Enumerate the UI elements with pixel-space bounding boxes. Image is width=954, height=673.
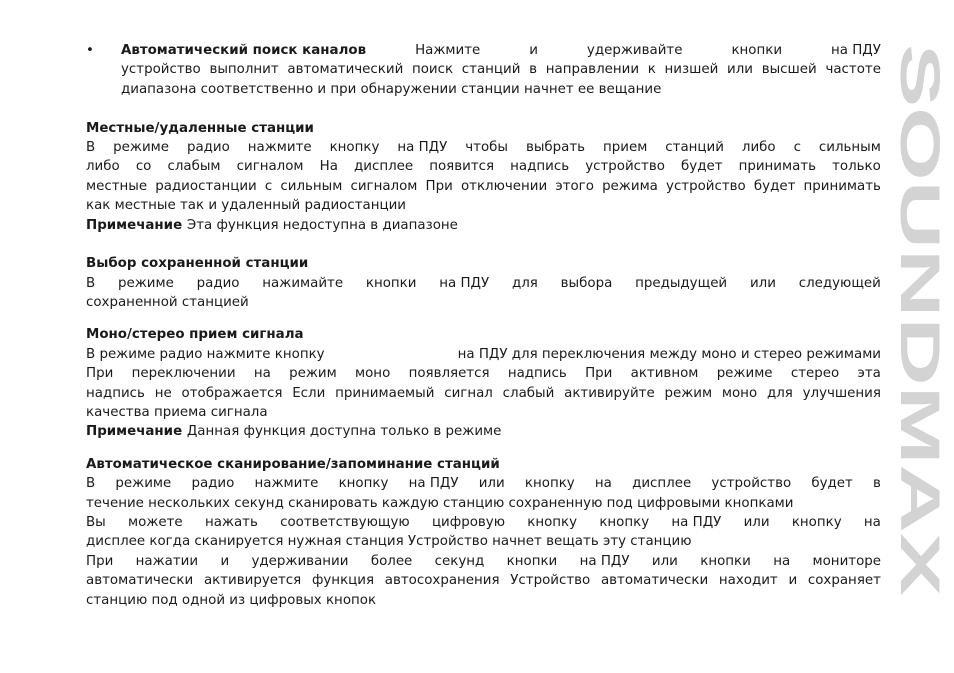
text-word: активируется	[203, 573, 302, 589]
text-word: или	[727, 62, 753, 78]
text-word: радио	[186, 139, 230, 155]
text-word: качества приема сигнала	[86, 405, 268, 421]
text-word: При	[585, 366, 613, 382]
text-word: на	[863, 514, 881, 530]
text-word: к	[647, 62, 656, 78]
text-word: сигнал	[444, 385, 493, 401]
text-line	[86, 293, 881, 312]
text-word: только	[832, 159, 881, 175]
text-word: Нажмите	[415, 43, 481, 58]
text-word: либо	[86, 159, 120, 175]
text-word: местные	[86, 178, 148, 194]
text-word: на	[773, 553, 791, 569]
text-word: устройство	[666, 178, 746, 194]
text-word: течение нескольких секунд сканировать каждую станцию сохраненную под цифровыми кнопками	[86, 495, 794, 511]
mono-stereo-heading: Моно/стерео прием сигнала	[86, 327, 304, 343]
auto-search-title: Автоматический поиск каналов	[121, 43, 367, 58]
text-line	[86, 274, 881, 293]
text-line	[86, 384, 881, 403]
text-word: дисплее когда сканируется нужная станция Устройство начнет вещать эту станцию	[86, 534, 692, 550]
text-line	[86, 591, 881, 610]
text-word: сохраненной станцией	[86, 295, 249, 311]
text-word: сильным	[818, 139, 881, 155]
text-word: радиостанции	[155, 178, 257, 194]
text-word: автоматически	[600, 573, 709, 589]
text-word: отключении	[460, 178, 548, 194]
text-word: надпись	[510, 159, 570, 175]
text-word: с	[264, 178, 273, 194]
text-word: моно	[355, 366, 391, 382]
note-label: Примечание	[86, 217, 183, 233]
text-word: на ПДУ	[671, 514, 722, 530]
text-line	[121, 41, 881, 60]
text-word: этого	[555, 178, 594, 194]
text-word: принимать	[803, 178, 881, 194]
text-word: устройство	[121, 62, 201, 78]
text-word: При	[86, 553, 114, 569]
text-line	[86, 532, 881, 551]
saved-station-heading: Выбор сохраненной станции	[86, 256, 309, 272]
text-word: режиме	[115, 476, 172, 492]
text-word: появляется	[408, 366, 490, 382]
auto-scan-text	[86, 474, 881, 610]
text-word: режим	[664, 385, 713, 401]
text-word: слабый	[502, 385, 555, 401]
text-word: активируйте	[564, 385, 655, 401]
text-line	[121, 80, 881, 99]
text-word: кнопки	[731, 43, 783, 58]
text-word: кнопки	[700, 553, 751, 569]
text-line	[86, 571, 881, 590]
text-line	[86, 403, 881, 422]
text-word: принимаемый	[335, 385, 435, 401]
text-word: кнопку	[791, 514, 842, 530]
text-word: При	[86, 366, 114, 382]
text-line	[86, 177, 881, 196]
text-word: чтобы	[465, 139, 508, 155]
local-remote-note	[86, 216, 881, 235]
text-word: на ПДУ	[439, 275, 490, 291]
text-word: на ПДУ	[397, 139, 448, 155]
text-word: функция	[311, 573, 375, 589]
text-word: устройство	[711, 476, 792, 492]
auto-scan-section	[86, 455, 881, 610]
text-word: нажатии	[135, 553, 199, 569]
text-word: слабым	[167, 159, 221, 175]
text-word: отображается	[181, 385, 283, 401]
text-word: секунд	[434, 553, 485, 569]
text-word: следующей	[798, 275, 881, 291]
note-label: Примечание	[86, 424, 183, 440]
text-word: На	[319, 159, 338, 175]
text-word: нажать	[204, 514, 258, 530]
mono-stereo-text	[86, 345, 881, 423]
text-line	[86, 474, 881, 493]
text-word: и	[529, 43, 538, 58]
text-word: прием	[603, 139, 648, 155]
text-word: как местные так и удаленный радиостанции	[86, 198, 407, 214]
text-line	[86, 364, 881, 383]
mono-stereo-note	[86, 422, 881, 441]
text-word: находит	[718, 573, 778, 589]
auto-search-text	[121, 41, 881, 99]
text-word: или	[478, 476, 505, 492]
text-word: Устройство	[510, 573, 591, 589]
text-word: в	[873, 476, 881, 492]
manual-page	[86, 41, 881, 610]
text-word: В	[86, 476, 96, 492]
text-word: низшей	[664, 62, 719, 78]
bullet-icon: •	[86, 43, 94, 58]
text-word: режиме	[117, 275, 174, 291]
text-word: либо	[741, 139, 776, 155]
text-word: активном	[630, 366, 699, 382]
auto-search-section	[86, 41, 881, 99]
text-word: улучшения	[802, 385, 881, 401]
text-word: станций	[665, 139, 724, 155]
text-word: нажимайте	[262, 275, 344, 291]
text-word: со	[135, 159, 152, 175]
text-word: поиск	[411, 62, 454, 78]
text-word: моно	[721, 385, 758, 401]
text-word: режиме	[113, 139, 169, 155]
text-word: можете	[128, 514, 183, 530]
text-word: направлении	[545, 62, 640, 78]
text-word: для	[511, 275, 538, 291]
text-word: выбора	[560, 275, 613, 291]
text-word: надпись	[507, 366, 567, 382]
saved-station-section	[86, 254, 881, 312]
text-word: на ПДУ для переключения между моно и стерео режимами	[457, 346, 881, 362]
soundmax-logo-text: SOUNDMAX	[889, 44, 952, 371]
text-word: и	[788, 573, 798, 589]
text-word: будет	[681, 159, 723, 175]
text-word: удерживайте	[586, 43, 683, 58]
text-word: устройство	[585, 159, 665, 175]
text-word: стерео	[790, 366, 840, 382]
local-remote-heading: Местные/удаленные станции	[86, 120, 314, 136]
text-word: на ПДУ	[408, 476, 459, 492]
text-word: или	[749, 275, 776, 291]
text-word: будет	[811, 476, 853, 492]
text-word: не	[154, 385, 172, 401]
text-word: нажмите	[247, 139, 312, 155]
text-word: на	[594, 476, 612, 492]
text-word: дисплее	[354, 159, 414, 175]
text-word: соответствующую	[280, 514, 410, 530]
text-word: автоматически	[86, 573, 194, 589]
text-word: кнопку	[599, 514, 650, 530]
text-word: или	[651, 553, 678, 569]
text-word: переключении	[131, 366, 236, 382]
text-word: кнопки	[365, 275, 417, 291]
text-word: на ПДУ	[579, 553, 630, 569]
text-word: станцию под одной из цифровых кнопок	[86, 592, 377, 608]
soundmax-logo	[889, 42, 952, 598]
text-line	[121, 60, 881, 79]
text-line	[86, 196, 881, 215]
text-line	[86, 138, 881, 157]
text-word: выполнит	[209, 62, 279, 78]
text-word: режима	[602, 178, 658, 194]
text-word: нажмите	[254, 476, 319, 492]
text-line	[86, 157, 881, 176]
text-word: кнопку	[524, 476, 575, 492]
text-word: удерживании	[251, 553, 349, 569]
text-line	[86, 513, 881, 532]
text-word: радио	[191, 476, 235, 492]
text-word: цифровую	[431, 514, 505, 530]
text-word: эта	[857, 366, 881, 382]
text-word: сигналом	[236, 159, 304, 175]
text-word: Вы	[86, 514, 106, 530]
text-word: принимать	[738, 159, 817, 175]
text-word: кнопку	[338, 476, 389, 492]
text-word: кнопку	[527, 514, 578, 530]
text-word: сильным	[280, 178, 343, 194]
text-line	[86, 345, 881, 364]
text-line	[86, 494, 881, 513]
text-word: на ПДУ	[831, 43, 881, 58]
text-word: дисплее	[632, 476, 692, 492]
text-word: режиме	[716, 366, 773, 382]
text-word: и	[220, 553, 230, 569]
text-word: сохраняет	[807, 573, 881, 589]
text-word: Если	[292, 385, 326, 401]
text-word: кнопки	[506, 553, 558, 569]
text-word: выбрать	[525, 139, 586, 155]
mono-stereo-section	[86, 325, 881, 441]
saved-station-text	[86, 274, 881, 313]
text-word: В	[86, 275, 96, 291]
auto-scan-heading: Автоматическое сканирование/запоминание станций	[86, 456, 500, 472]
text-word: В	[86, 139, 96, 155]
text-word: режим	[289, 366, 337, 382]
text-word: станций	[461, 62, 521, 78]
text-word: автоматический	[287, 62, 404, 78]
text-word: с	[793, 139, 801, 155]
text-word: или	[743, 514, 770, 530]
text-word: При	[425, 178, 453, 194]
text-word: частоте	[825, 62, 881, 78]
text-word: появится	[429, 159, 495, 175]
text-word: высшей	[761, 62, 817, 78]
text-word: сигналом	[350, 178, 418, 194]
local-remote-section	[86, 119, 881, 235]
text-word: надпись	[86, 385, 145, 401]
text-word: кнопку	[329, 139, 380, 155]
text-word: будет	[753, 178, 796, 194]
text-line	[86, 552, 881, 571]
note-text: Эта функция недоступна в диапазоне	[186, 217, 458, 233]
text-word: диапазона соответственно и при обнаружении станции начнет ее вещание	[121, 81, 662, 97]
text-word: автосохранения	[384, 573, 500, 589]
text-word: мониторе	[812, 553, 881, 569]
text-word: на	[253, 366, 271, 382]
text-word: В режиме радио нажмите кнопку	[86, 346, 325, 362]
text-word: радио	[196, 275, 240, 291]
text-word: в	[529, 62, 538, 78]
text-word: для	[766, 385, 793, 401]
text-word: более	[370, 553, 413, 569]
note-text: Данная функция доступна только в режиме	[186, 424, 502, 440]
local-remote-text	[86, 138, 881, 216]
text-word: предыдущей	[635, 275, 728, 291]
